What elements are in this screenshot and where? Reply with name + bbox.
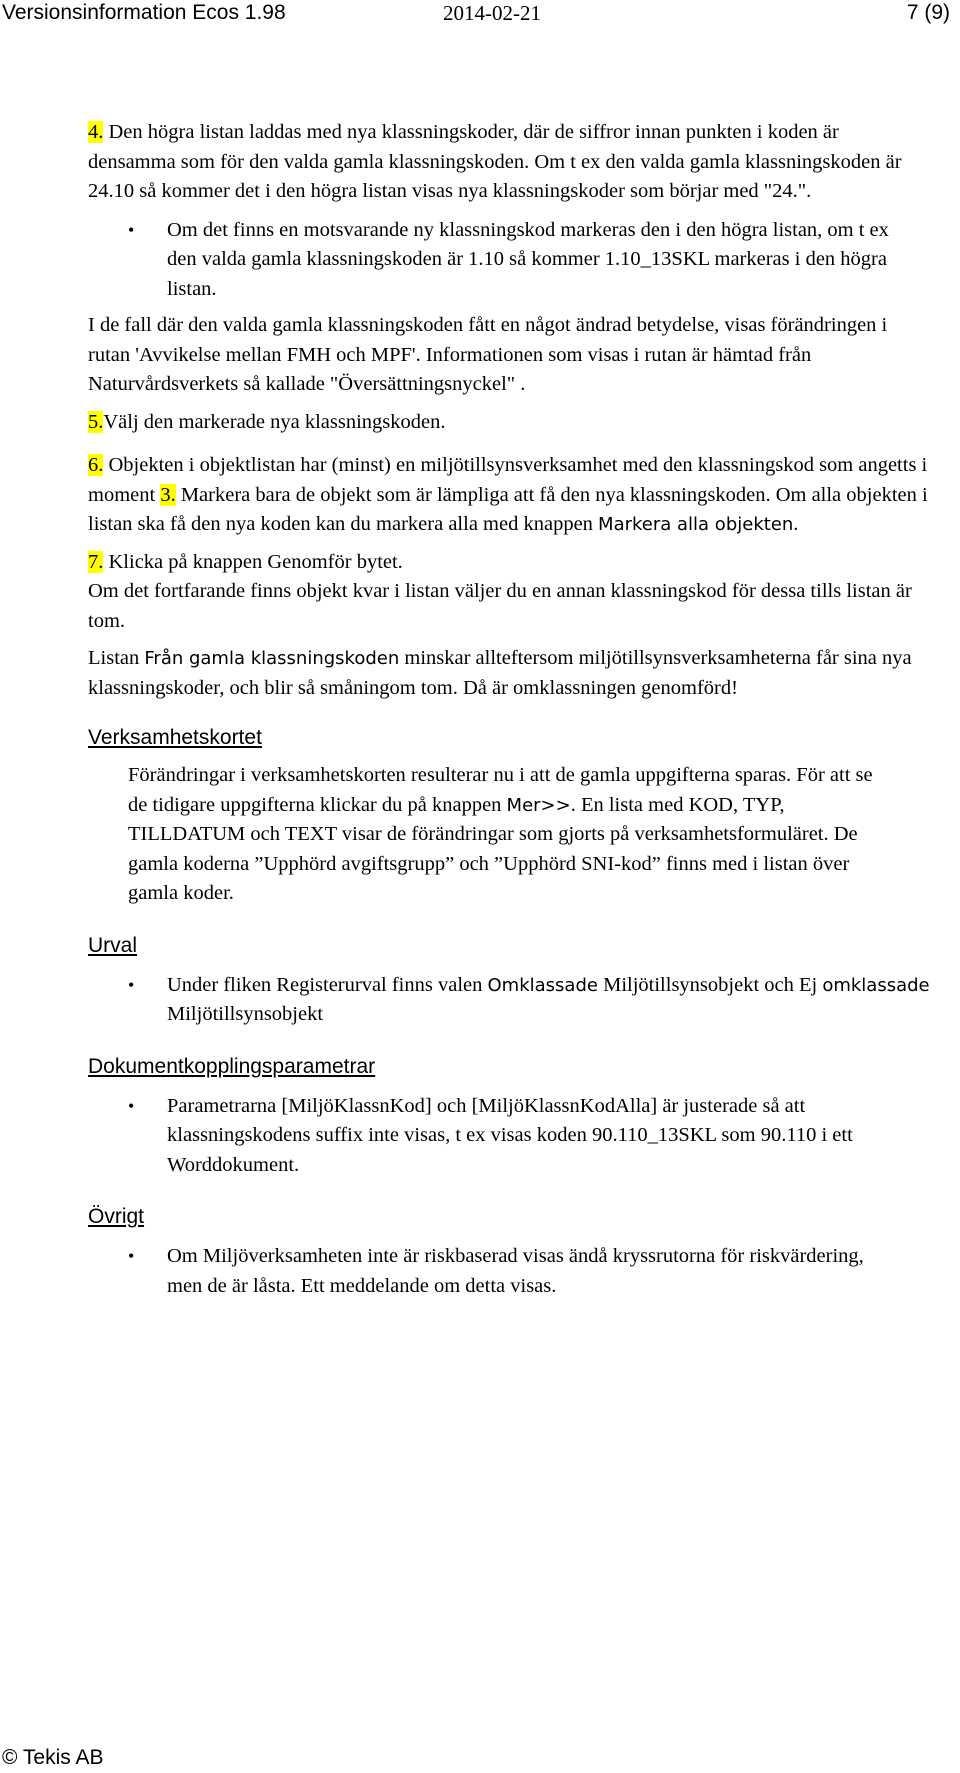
ovrigt-bullet-text: Om Miljöverksamheten inte är riskbaserad visas ändå kryssrutorna för riskvärdering, men de är låsta. Ett meddelande om detta visas. (167, 1245, 864, 1297)
section-heading-verksamhetskortet: Verksamhetskortet (88, 726, 262, 749)
page-footer: © Tekis AB (2, 1746, 104, 1769)
omklassade-option-ref: Omklassade (487, 974, 598, 996)
step-4-text: Den högra listan laddas med nya klassningskoder, där de siffror innan punkten i koden är densamma som för den valda gamla klassningskoden. Om t ex den valda gamla klassningskoden är 24.10 så kommer det i den högra listan visas nya klassningskoder som börjar med "24.". (88, 121, 902, 202)
step-7-paragraph (88, 548, 952, 578)
document-date: 2014-02-21 (443, 1, 541, 25)
step-6-text-c: . (793, 513, 799, 535)
urval-bullet (88, 971, 947, 1030)
verksamhetskortet-text-b: . En lista med KOD, TYP, TILLDATUM och TEXT visar de förändringar som gjorts på verksamhetsformuläret. De gamla koderna ”Upphörd avgiftsgrupp” och ”Upphörd SNI-kod” finns med i listan över gamla koder. (128, 793, 858, 904)
step-7-number: 7. (88, 550, 104, 573)
dokument-bullet-text: Parametrarna [MiljöKlassnKod] och [MiljöKlassnKodAlla] är justerade så att klassningskodens suffix inte visas, t ex visas koden 90.110_13SKL som 90.110 i ett Worddokument. (167, 1094, 853, 1176)
step-7-followup-text: Om det fortfarande finns objekt kvar i listan väljer du en annan klassningskod för dessa tills listan är tom. (88, 580, 912, 632)
step-6-number: 6. (88, 454, 104, 476)
list-name-ref: Från gamla klassningskoden (144, 648, 400, 669)
markera-alla-button-ref: Markera alla objekten (598, 514, 794, 535)
step-7-followup (88, 577, 928, 636)
mer-button-ref: Mer>> (506, 794, 571, 816)
step-4-bullet (88, 216, 917, 305)
step-5-text: Välj den markerade nya klassningskoden. (103, 410, 446, 433)
page-header (0, 0, 960, 30)
list-paragraph (88, 644, 928, 703)
dokument-bullet (88, 1092, 937, 1181)
step-5-number: 5. (88, 410, 104, 433)
step-6-text-b: Markera bara de objekt som är lämpliga att få den nya klassningskoden. Om alla objekten i listan ska få den nya koden kan du markera alla med knappen (88, 483, 928, 535)
bullet-icon: • (128, 1246, 135, 1266)
section-heading-urval: Urval (88, 933, 138, 957)
urval-text-b: Miljötillsynsobjekt och Ej (597, 973, 823, 996)
step-6-paragraph (88, 451, 928, 540)
ovrigt-bullet (88, 1242, 887, 1301)
verksamhetskortet-text-a: Förändringar i verksamhetskorten resulterar nu i att de gamla uppgifterna sparas. För att se de tidigare uppgifterna klickar du på knappen (128, 764, 873, 816)
step-4-bullet-text: Om det finns en motsvarande ny klassningskod markeras den i den högra listan, om t ex den valda gamla klassningskoden är 1.10 så kommer 1.10_13SKL markeras i den högra listan. (167, 218, 889, 300)
document-body (88, 118, 952, 1301)
step-7-text: Klicka på knappen Genomför bytet. (103, 550, 403, 573)
deviation-paragraph (88, 311, 928, 400)
section-heading-dokumentkopplingsparametrar: Dokumentkopplingsparametrar (88, 1054, 376, 1078)
step-4-number: 4. (88, 121, 104, 143)
urval-text-a: Under fliken Registerurval finns valen (167, 973, 488, 996)
step-3-reference: 3. (160, 483, 176, 506)
bullet-icon: • (128, 974, 135, 995)
step-4-paragraph (88, 118, 928, 207)
bullet-icon: • (128, 1095, 135, 1116)
bullet-icon: • (128, 219, 135, 240)
urval-text-c: Miljötillsynsobjekt (167, 1003, 324, 1025)
step-5-paragraph (88, 408, 952, 438)
verksamhetskortet-paragraph (88, 761, 888, 909)
step-6-text-a: Objekten i objektlistan har (minst) en miljötillsynsverksamhet med den klassningskod som angetts i moment (88, 454, 928, 506)
deviation-text: I de fall där den valda gamla klassningskoden fått en något ändrad betydelse, visas förändringen i rutan 'Avvikelse mellan FMH och MPF'. Informationen som visas i rutan är hämtad från Naturvårdsverkets så kallade "Översättningsnyckel" . (88, 314, 888, 395)
page-number: 7 (9) (906, 1, 950, 24)
ej-omklassade-option-ref: omklassade (822, 974, 930, 996)
document-title: Versionsinformation Ecos 1.98 (2, 1, 286, 24)
section-heading-ovrigt: Övrigt (88, 1205, 145, 1228)
list-text-b: minskar allteftersom miljötillsynsverksamheterna får sina nya klassningskoder, och blir så småningom tom. Då är omklassningen genomförd! (88, 647, 912, 699)
list-text-a: Listan (88, 647, 145, 669)
